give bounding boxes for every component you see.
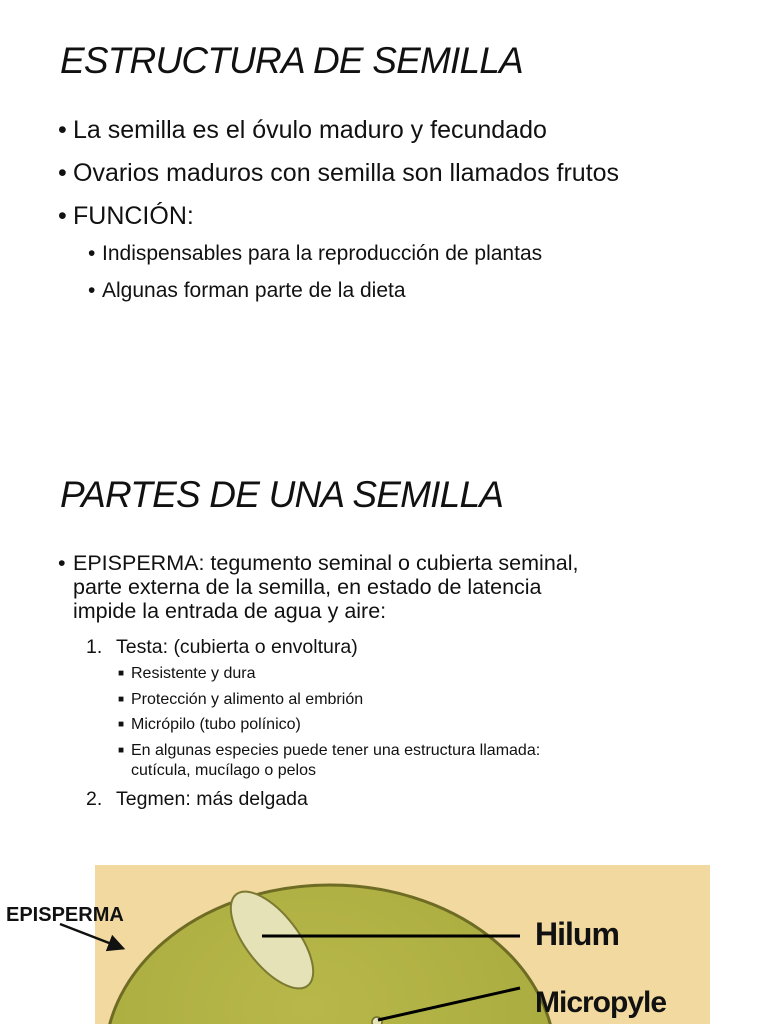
bullet-text: La semilla es el óvulo maduro y fecundado bbox=[73, 116, 547, 144]
hilum-label: Hilum bbox=[535, 916, 619, 952]
episperma-paragraph bbox=[58, 551, 578, 623]
sub-bullet-text: Algunas forman parte de la dieta bbox=[102, 279, 406, 302]
testa-item-text: Micrópilo (tubo polínico) bbox=[131, 716, 301, 733]
bullet-dot: • bbox=[58, 159, 67, 187]
square-bullet: ■ bbox=[118, 668, 125, 679]
item-text: Tegmen: más delgada bbox=[116, 788, 308, 810]
sub-bullet-item bbox=[88, 242, 542, 266]
episperma-line: EPISPERMA: tegumento seminal o cubierta seminal, bbox=[73, 551, 579, 575]
slide-title-estructura: ESTRUCTURA DE SEMILLA bbox=[60, 40, 523, 81]
testa-item bbox=[118, 715, 301, 735]
item-text: Testa: (cubierta o envoltura) bbox=[116, 636, 358, 658]
testa-item-continuation: cutícula, mucílago o pelos bbox=[131, 762, 316, 779]
sub-bullet-text: Indispensables para la reproducción de plantas bbox=[102, 242, 543, 265]
sub-bullet-item bbox=[88, 279, 406, 303]
square-bullet: ■ bbox=[118, 745, 125, 756]
slide-title-partes: PARTES DE UNA SEMILLA bbox=[60, 474, 504, 515]
numbered-item bbox=[86, 788, 308, 811]
numbered-item bbox=[86, 636, 358, 659]
item-number: 1. bbox=[86, 636, 103, 658]
square-bullet: ■ bbox=[118, 719, 125, 730]
bullet-dot: • bbox=[58, 116, 67, 144]
testa-item-text: Protección y alimento al embrión bbox=[131, 691, 364, 708]
bullet-item bbox=[58, 202, 194, 231]
seed-diagram bbox=[0, 860, 768, 1024]
episperma-line: impide la entrada de agua y aire: bbox=[73, 599, 387, 623]
bullet-dot: • bbox=[88, 279, 96, 302]
testa-item bbox=[118, 690, 363, 710]
bullet-dot: • bbox=[58, 202, 67, 230]
bullet-item bbox=[58, 116, 547, 145]
micropyle-label: Micropyle bbox=[535, 986, 667, 1019]
episperma-label: EPISPERMA bbox=[6, 904, 124, 926]
testa-item bbox=[118, 664, 256, 684]
bullet-text: FUNCIÓN: bbox=[73, 202, 194, 230]
bullet-item bbox=[58, 159, 619, 188]
testa-item-text: En algunas especies puede tener una estructura llamada: bbox=[131, 742, 541, 759]
item-number: 2. bbox=[86, 788, 103, 810]
testa-item bbox=[118, 741, 540, 781]
episperma-line: parte externa de la semilla, en estado de latencia bbox=[73, 575, 542, 599]
bullet-dot: • bbox=[88, 242, 96, 265]
bullet-dot: • bbox=[58, 551, 66, 575]
bullet-text: Ovarios maduros con semilla son llamados frutos bbox=[73, 159, 620, 187]
square-bullet: ■ bbox=[118, 694, 125, 705]
testa-item-text: Resistente y dura bbox=[131, 665, 256, 682]
